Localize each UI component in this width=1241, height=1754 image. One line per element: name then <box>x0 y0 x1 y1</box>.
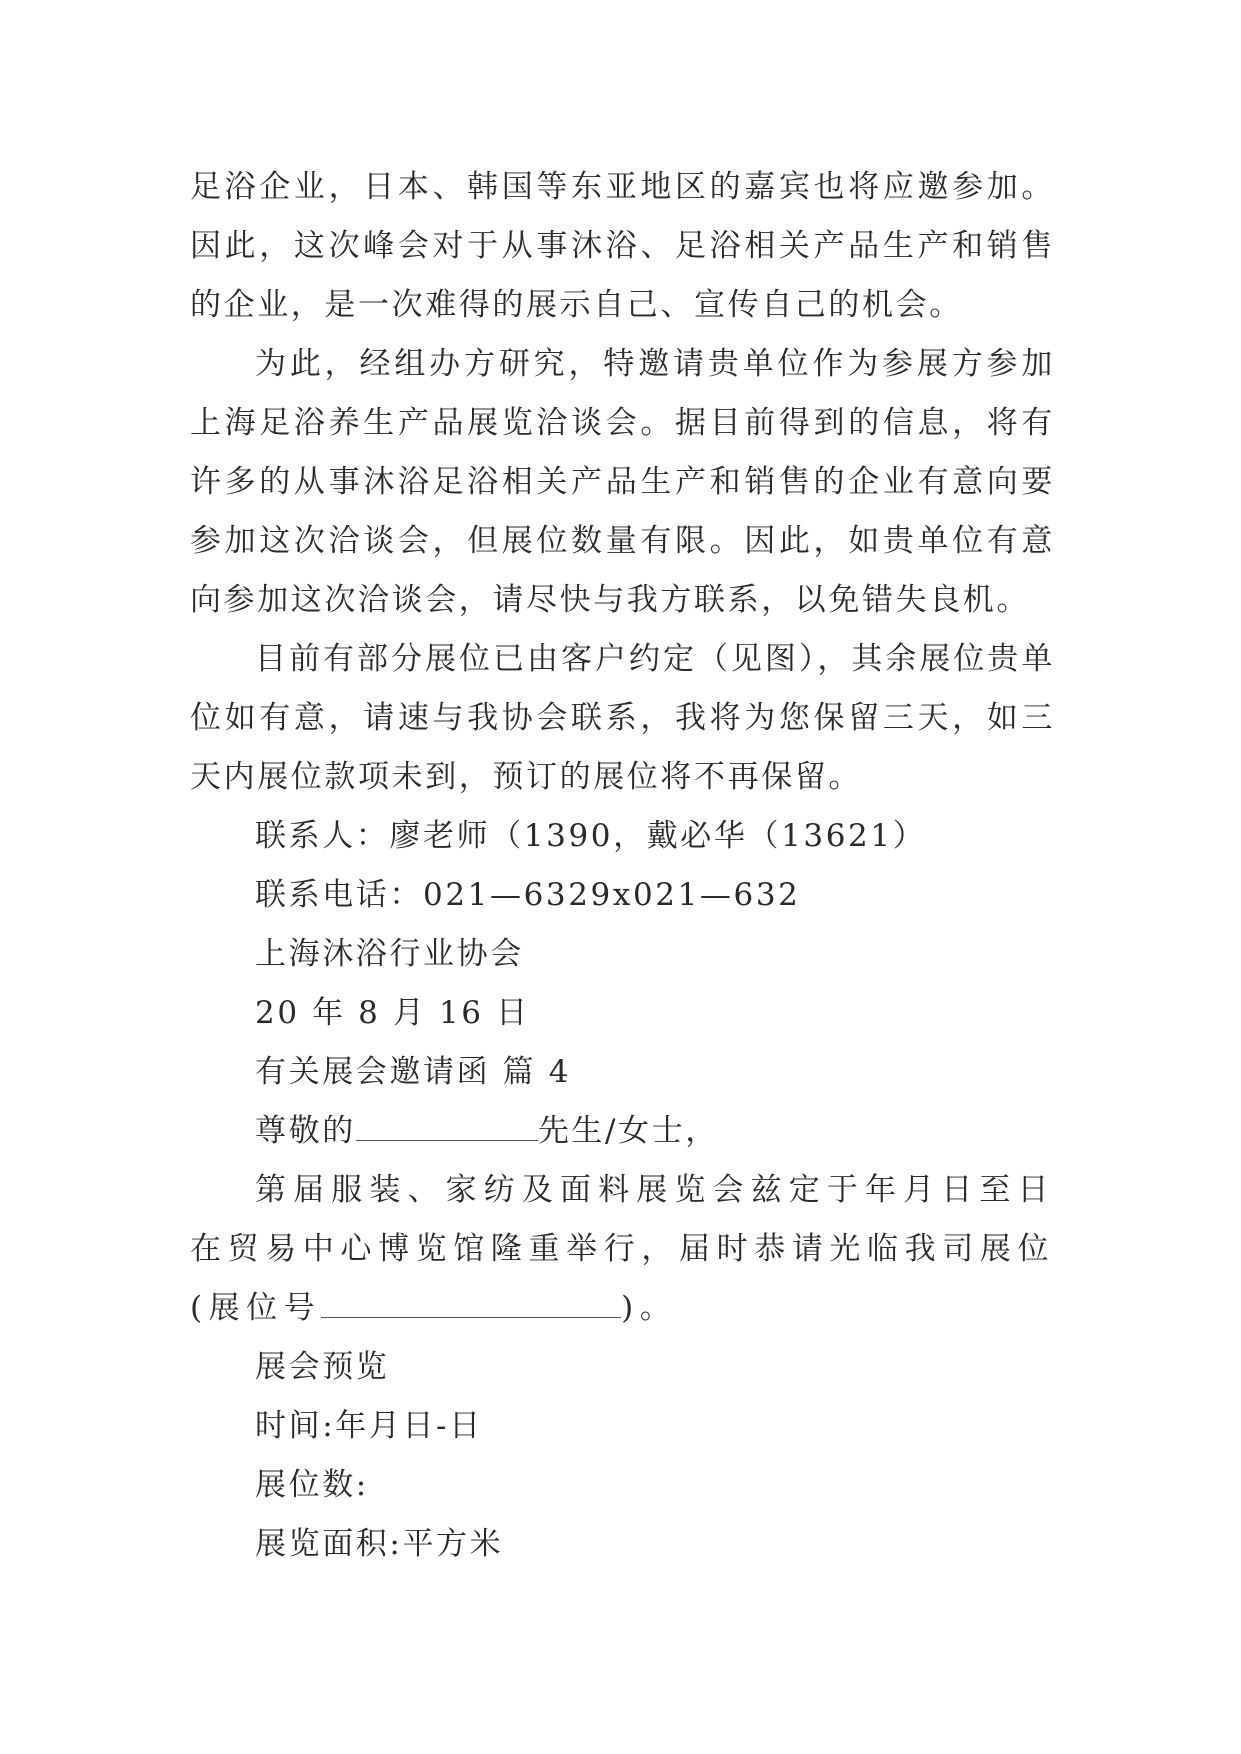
preview-title: 展会预览 <box>255 1349 390 1385</box>
paragraph-booth-reservation: 目前有部分展位已由客户约定（见图），其余展位贵单位如有意，请速与我协会联系，我将为您保留三天，如三天内展位款项未到，预订的展位将不再保留。 <box>190 641 1055 795</box>
exhibition-text-end: )。 <box>621 1290 678 1326</box>
preview-area: 展览面积:平方米 <box>255 1526 504 1562</box>
organization-name: 上海沐浴行业协会 <box>255 936 524 972</box>
salutation-prefix: 尊敬的 <box>255 1113 356 1149</box>
preview-booths: 展位数: <box>255 1467 369 1503</box>
paragraph-exhibition <box>190 1161 1055 1338</box>
letter-date: 20 年 8 月 16 日 <box>255 995 530 1031</box>
contact-person: 联系人：廖老师（1390，戴必华（13621） <box>255 818 927 854</box>
section-title: 有关展会邀请函 篇 4 <box>255 1054 572 1090</box>
salutation <box>190 1102 1055 1161</box>
exhibition-text: 第届服装、家纺及面料展览会兹定于年月日至日在贸易中心博览馆隆重举行，届时恭请光临我司展位(展位号 <box>190 1172 1055 1326</box>
name-blank <box>356 1110 538 1141</box>
paragraph-invitation: 为此，经组办方研究，特邀请贵单位作为参展方参加上海足浴养生产品展览洽谈会。据目前得到的信息，将有许多的从事沐浴足浴相关产品生产和销售的企业有意向要参加这次洽谈会，但展位数量有限。因此，如贵单位有意向参加这次洽谈会，请尽快与我方联系，以免错失良机。 <box>190 346 1055 618</box>
salutation-suffix: 先生/女士， <box>537 1113 719 1149</box>
paragraph-intro-continued: 足浴企业，日本、韩国等东亚地区的嘉宾也将应邀参加。因此，这次峰会对于从事沐浴、足浴相关产品生产和销售的企业，是一次难得的展示自己、宣传自己的机会。 <box>190 169 1055 323</box>
contact-phone: 联系电话：021—6329x021—632 <box>255 877 801 913</box>
preview-time: 时间:年月日-日 <box>255 1408 483 1444</box>
document-body <box>190 158 1055 1574</box>
booth-number-blank <box>321 1287 621 1318</box>
